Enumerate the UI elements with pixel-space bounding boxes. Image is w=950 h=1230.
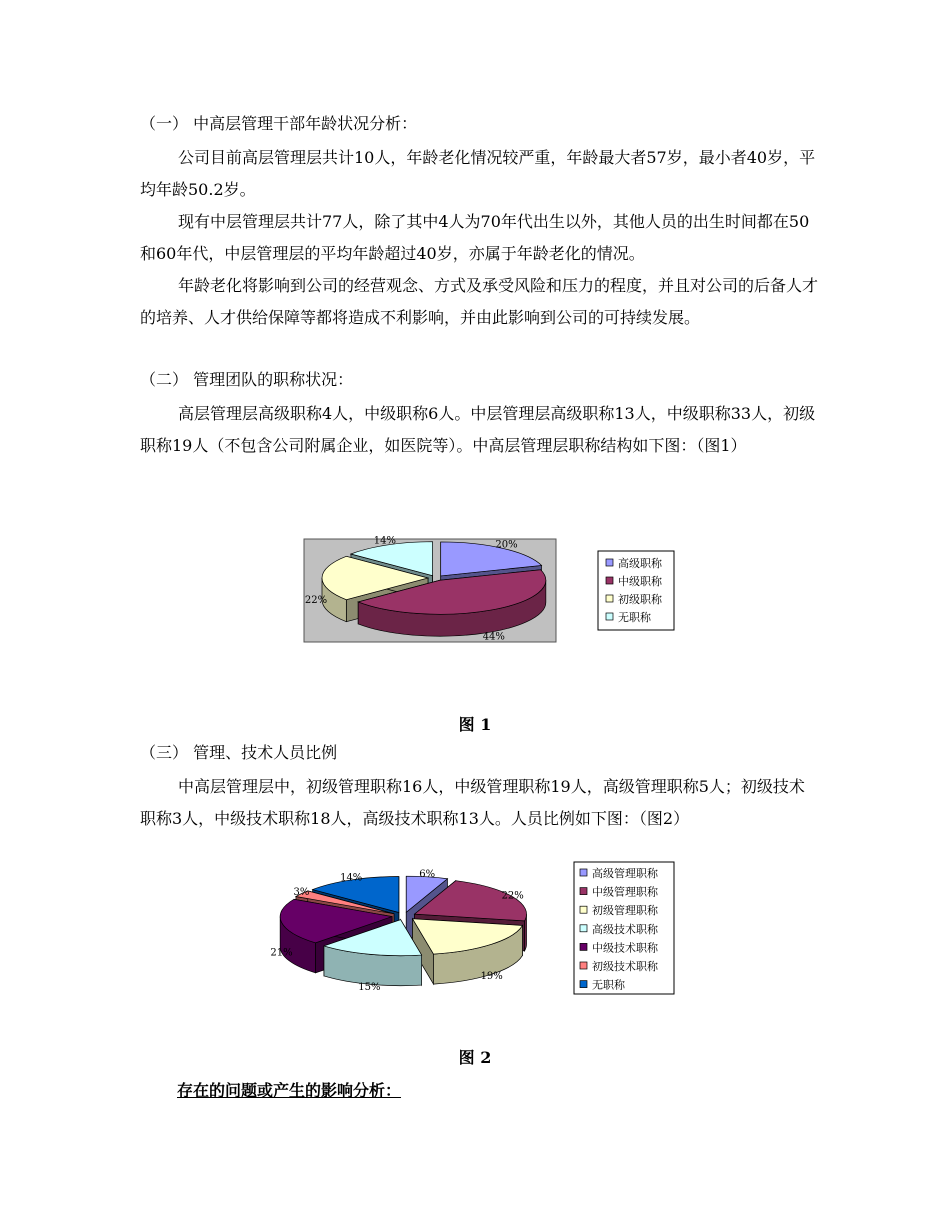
chart2-legend-swatch-6 xyxy=(580,981,587,988)
chart1-data-label-2: 22% xyxy=(304,595,328,606)
chart2-data-label-1: 22% xyxy=(501,890,524,902)
chart2-legend-label-4: 中级技术职称 xyxy=(592,941,658,955)
chart2-legend-swatch-2 xyxy=(580,906,587,913)
chart1-legend-label-3: 无职称 xyxy=(618,611,651,624)
chart1-legend-swatch-1 xyxy=(606,577,613,584)
paragraph-aging-impact: 年龄老化将影响到公司的经营观念、方式及承受风险和压力的程度，并且对公司的后备人才的培养、人才供给保障等都将造成不利影响，并由此影响到公司的可持续发展。 xyxy=(140,276,819,327)
figure-2-pie-chart xyxy=(258,860,678,1000)
chart2-legend-swatch-0 xyxy=(580,869,587,876)
chart2-legend-label-3: 高级技术职称 xyxy=(592,922,658,936)
chart1-legend-swatch-0 xyxy=(606,559,613,566)
figure-1-pie-chart xyxy=(270,520,680,650)
chart2-legend-label-6: 无职称 xyxy=(592,978,625,992)
chart1-data-label-1: 44% xyxy=(482,631,505,643)
section-heading-age: （一） 中高层管理干部年龄状况分析： xyxy=(140,114,418,133)
chart2-data-label-0: 6% xyxy=(419,869,436,881)
figure-2-caption: 图 2 xyxy=(458,1048,492,1067)
chart2-data-label-2: 19% xyxy=(480,971,503,983)
paragraph-middle-age: 现有中层管理层共计77人，除了其中4人为70年代出生以外，其他人员的出生时间都在50和60年代，中层管理层的平均年龄超过40岁，亦属于年龄老化的情况。 xyxy=(140,212,810,263)
chart2-legend-swatch-3 xyxy=(580,925,587,932)
chart2-legend-label-1: 中级管理职称 xyxy=(592,885,658,899)
chart1-data-label-0: 20% xyxy=(495,539,518,551)
section-heading-titles: （二） 管理团队的职称状况： xyxy=(140,370,354,389)
chart2-legend-label-0: 高级管理职称 xyxy=(592,867,658,880)
chart1-legend-swatch-3 xyxy=(606,613,613,620)
chart2-legend-swatch-1 xyxy=(580,888,587,895)
chart1-data-label-3: 14% xyxy=(373,535,397,547)
paragraph-titles: 高层管理层高级职称4人，中级职称6人。中层管理层高级职称13人，中级职称33人，初级职称19人（不包含公司附属企业，如医院等）。中高层管理层职称结构如下图：（图1） xyxy=(140,404,816,455)
figure-1-caption: 图 1 xyxy=(458,715,492,734)
chart2-legend-label-2: 初级管理职称 xyxy=(592,904,658,918)
chart2-data-label-5: 3% xyxy=(293,887,310,899)
section-heading-ratio: （三） 管理、技术人员比例 xyxy=(140,743,338,762)
paragraph-senior-age: 公司目前高层管理层共计10人，年龄老化情况较严重，年龄最大者57岁，最小者40岁，平均年龄50.2岁。 xyxy=(140,148,816,199)
chart1-legend-label-0: 高级职称 xyxy=(618,557,662,570)
analysis-heading: 存在的问题或产生的影响分析： xyxy=(177,1081,402,1100)
chart2-legend-swatch-4 xyxy=(580,943,587,950)
chart2-data-label-6: 14% xyxy=(340,872,363,884)
chart1-legend-label-2: 初级职称 xyxy=(618,593,662,606)
chart2-data-label-4: 21% xyxy=(270,947,293,959)
chart2-slice-2 xyxy=(412,919,522,984)
paragraph-ratio: 中高层管理层中，初级管理职称16人，中级管理职称19人，高级管理职称5人；初级技术职称3人，中级技术职称18人，高级技术职称13人。人员比例如下图：（图2） xyxy=(140,777,805,828)
chart1-legend-swatch-2 xyxy=(606,595,613,602)
chart2-data-label-3: 15% xyxy=(358,981,381,993)
chart2-legend-label-5: 初级技术职称 xyxy=(592,960,658,973)
chart1-legend-label-1: 中级职称 xyxy=(618,575,662,588)
chart2-legend-swatch-5 xyxy=(580,962,587,969)
